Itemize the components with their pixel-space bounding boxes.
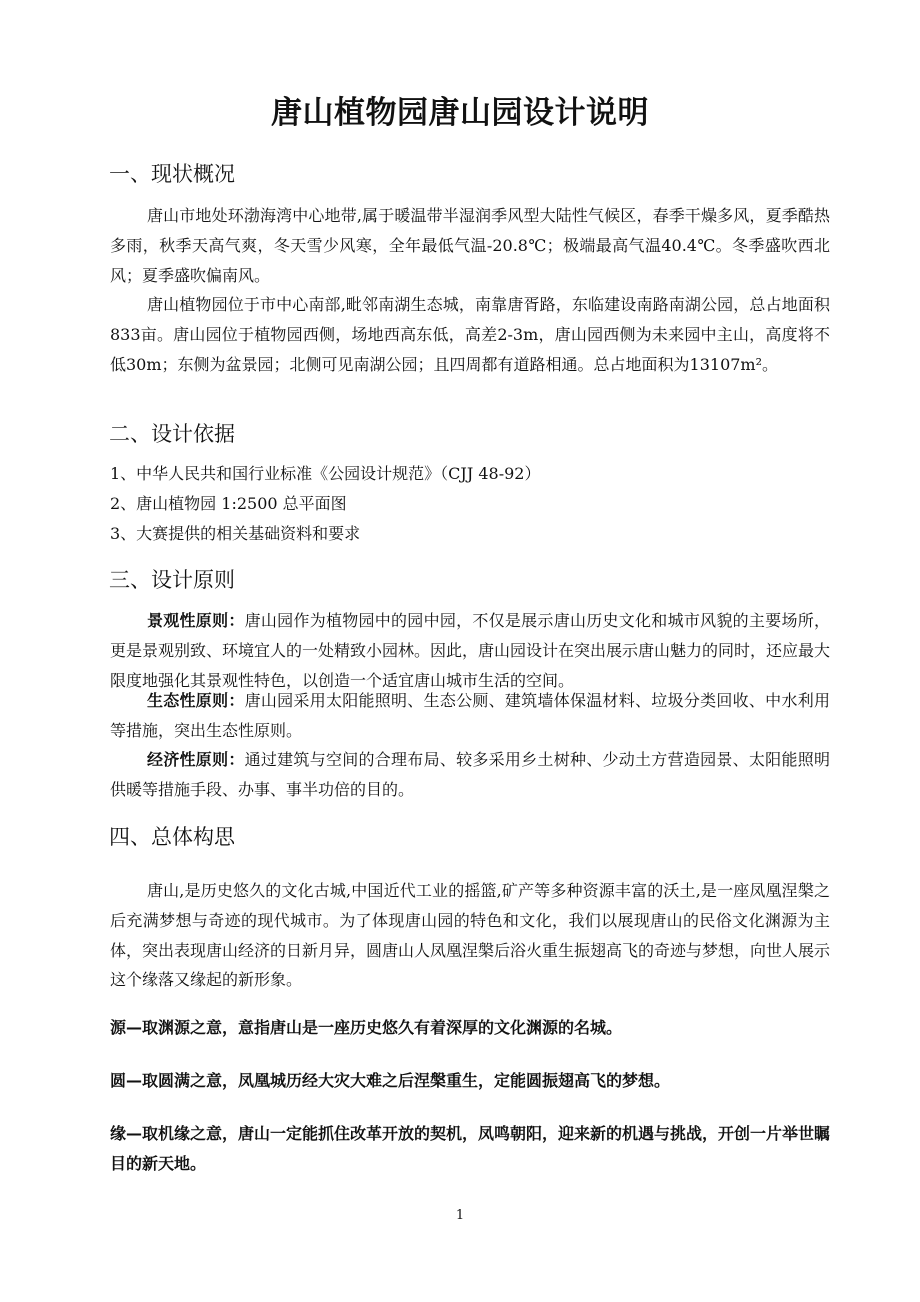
section-heading-status: 一、现状概况: [109, 162, 235, 186]
principle-separator: ：: [228, 750, 245, 769]
principle-separator: ：: [228, 611, 245, 630]
concept-fulfillment: 圆—取圆满之意，凤凰城历经大灾大难之后涅槃重生，定能圆振翅高飞的梦想。: [110, 1071, 671, 1090]
list-item: 3、大赛提供的相关基础资料和要求: [110, 523, 361, 543]
list-item: 1、中华人民共和国行业标准《公园设计规范》（CJJ 48-92）: [110, 464, 541, 483]
principle-economy: [110, 745, 830, 805]
principle-label: 生态性原则: [147, 691, 229, 710]
paragraph-site-location: 唐山植物园位于市中心南部,毗邻南湖生态城，南靠唐胥路，东临建设南路南湖公园，总占地面积833亩。唐山园位于植物园西侧，场地西高东低，高差2-3m，唐山园西侧为未来园中主山，高度将不低30m；东侧为盆景园；北侧可见南湖公园；且四周都有道路相通。总占地面积为13107m²。: [110, 295, 830, 374]
page-number: 1: [455, 1208, 465, 1223]
principle-text: 唐山园采用太阳能照明、生态公厕、建筑墙体保温材料、垃圾分类回收、中水利用等措施，突出生态性原则。: [110, 691, 830, 740]
principle-label: 经济性原则: [147, 750, 229, 769]
principle-landscape: [110, 606, 830, 695]
list-item: 2、唐山植物园 1:2500 总平面图: [110, 493, 347, 513]
principle-label: 景观性原则: [147, 611, 229, 630]
principle-text: 唐山园作为植物园中的园中园，不仅是展示唐山历史文化和城市风貌的主要场所，更是景观别致、环境宜人的一处精致小园林。因此，唐山园设计在突出展示唐山魅力的同时，还应最大限度地强化其景观性特色，以创造一个适宜唐山城市生活的空间。: [110, 611, 831, 690]
paragraph-climate: 唐山市地处环渤海湾中心地带,属于暖温带半湿润季风型大陆性气候区，春季干燥多风，夏季酷热多雨，秋季天高气爽，冬天雪少风寒，全年最低气温-20.8℃；极端最高气温40.4℃。冬季盛吹西北风；夏季盛吹偏南风。: [110, 206, 830, 285]
principle-text: 通过建筑与空间的合理布局、较多采用乡土树种、少动土方营造园景、太阳能照明供暖等措施手段、办事、事半功倍的目的。: [110, 750, 830, 799]
principle-ecology: [110, 686, 830, 746]
section-heading-principles: 三、设计原则: [109, 568, 235, 592]
paragraph-concept: 唐山,是历史悠久的文化古城,中国近代工业的摇篮,矿产等多种资源丰富的沃土,是一座凤凰涅槃之后充满梦想与奇迹的现代城市。为了体现唐山园的特色和文化，我们以展现唐山的民俗文化渊源为主体，突出表现唐山经济的日新月异，圆唐山人凤凰涅槃后浴火重生振翅高飞的奇迹与梦想，向世人展示这个缘落又缘起的新形象。: [110, 881, 831, 990]
principle-separator: ：: [228, 691, 245, 710]
concept-opportunity: 缘—取机缘之意，唐山一定能抓住改革开放的契机，凤鸣朝阳，迎来新的机遇与挑战，开创一片举世瞩目的新天地。: [110, 1124, 831, 1173]
basis-list: [110, 459, 830, 548]
section-heading-basis: 二、设计依据: [109, 422, 235, 446]
concept-source: 源—取渊源之意，意指唐山是一座历史悠久有着深厚的文化渊源的名城。: [110, 1018, 623, 1037]
document-title: 唐山植物园唐山园设计说明: [271, 95, 649, 131]
section-heading-concept: 四、总体构思: [109, 825, 235, 849]
